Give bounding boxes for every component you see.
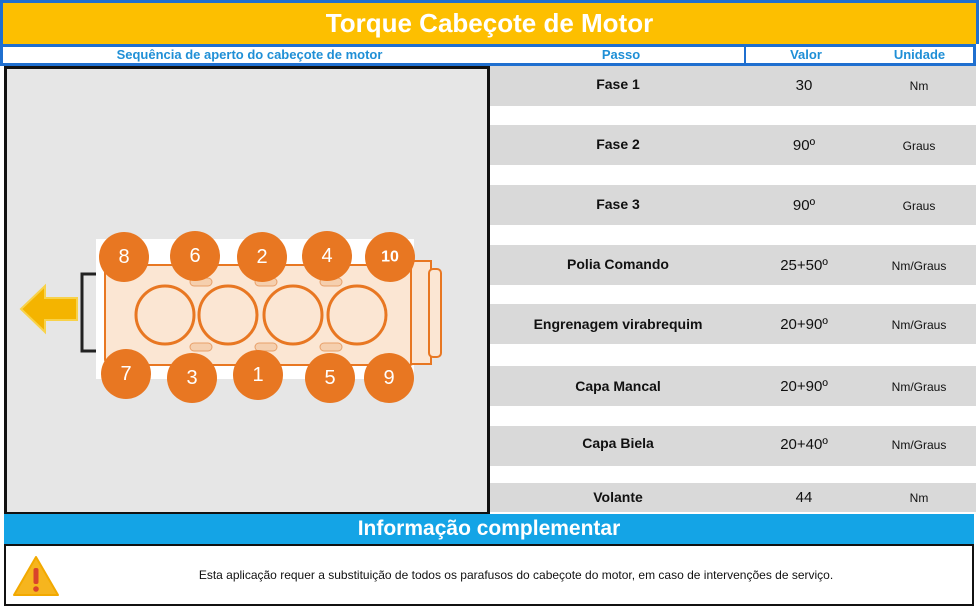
- step-cell: Fase 1: [596, 76, 640, 92]
- table-row: [490, 66, 976, 106]
- bolt-marker: [167, 353, 217, 403]
- unit-cell: Nm: [909, 79, 929, 93]
- bolt-number: 8: [118, 246, 130, 268]
- step-cell: Engrenagem virabrequim: [533, 316, 703, 332]
- bolt-marker: [101, 349, 151, 399]
- step-cell: Capa Biela: [582, 435, 654, 451]
- unit-cell: Nm/Graus: [891, 438, 947, 452]
- value-cell: 90º: [792, 137, 816, 154]
- bolt-marker: [170, 231, 220, 281]
- end-plate: [82, 274, 98, 351]
- info-message: Esta aplicação requer a substituição de todos os parafusos do cabeçote do motor, em caso de intervenções de serviço.: [198, 568, 834, 582]
- table-row: [490, 185, 976, 225]
- value-cell: 90º: [792, 197, 816, 214]
- unit-cell: Nm/Graus: [891, 259, 947, 273]
- value-header: Valor: [790, 47, 822, 62]
- unit-cell: Nm/Graus: [891, 380, 947, 394]
- value-cell: 30: [795, 77, 813, 94]
- unit-cell: Nm/Graus: [891, 318, 947, 332]
- title-bar: [0, 0, 979, 44]
- bolt-number: 2: [256, 246, 268, 268]
- table-row: [490, 483, 976, 512]
- bolt-number: 9: [383, 367, 395, 389]
- step-cell: Fase 2: [596, 136, 640, 152]
- table-row: [490, 304, 976, 344]
- unit-cell: Nm: [909, 491, 929, 505]
- bolt-number: 1: [252, 364, 264, 386]
- step-cell: Fase 3: [596, 196, 640, 212]
- bolt-number: 10: [381, 248, 399, 266]
- info-title: Informação complementar: [357, 517, 621, 540]
- table-header: [0, 44, 976, 66]
- bolt-marker: [365, 232, 415, 282]
- info-header: [4, 514, 974, 544]
- table-row: [490, 366, 976, 406]
- table-row: [490, 426, 976, 466]
- bolt-marker: [305, 353, 355, 403]
- step-cell: Capa Mancal: [575, 378, 661, 394]
- unit-cell: Graus: [902, 199, 936, 213]
- bolt-marker: [302, 231, 352, 281]
- bolt-number: 6: [189, 245, 201, 267]
- value-cell: 25+50º: [780, 257, 828, 274]
- step-cell: Volante: [593, 489, 643, 505]
- cylinder-head-diagram: [7, 69, 487, 512]
- value-cell: 20+90º: [780, 378, 828, 395]
- unit-header: Unidade: [893, 47, 946, 62]
- step-header: Passo: [601, 47, 641, 62]
- table-row: [490, 245, 976, 285]
- sequence-header: Sequência de aperto do cabeçote de motor: [116, 47, 383, 62]
- direction-arrow-icon: [21, 286, 77, 332]
- bolt-number: 4: [321, 245, 333, 267]
- value-cell: 44: [795, 489, 813, 506]
- page-title: Torque Cabeçote de Motor: [325, 8, 654, 38]
- bolt-marker: [364, 353, 414, 403]
- torque-table: [490, 66, 976, 512]
- value-cell: 20+90º: [780, 316, 828, 333]
- value-cell: 20+40º: [780, 436, 828, 453]
- bolt-number: 3: [186, 367, 198, 389]
- step-cell: Polia Comando: [567, 256, 669, 272]
- bolt-number: 5: [324, 367, 336, 389]
- bolt-marker: [237, 232, 287, 282]
- unit-cell: Graus: [902, 139, 936, 153]
- tightening-sequence-diagram: [4, 66, 490, 515]
- info-box: [4, 544, 974, 606]
- warning-icon: [12, 555, 60, 597]
- table-row: [490, 125, 976, 165]
- bolt-number: 7: [120, 363, 132, 385]
- bolt-marker: [99, 232, 149, 282]
- bolt-marker: [233, 350, 283, 400]
